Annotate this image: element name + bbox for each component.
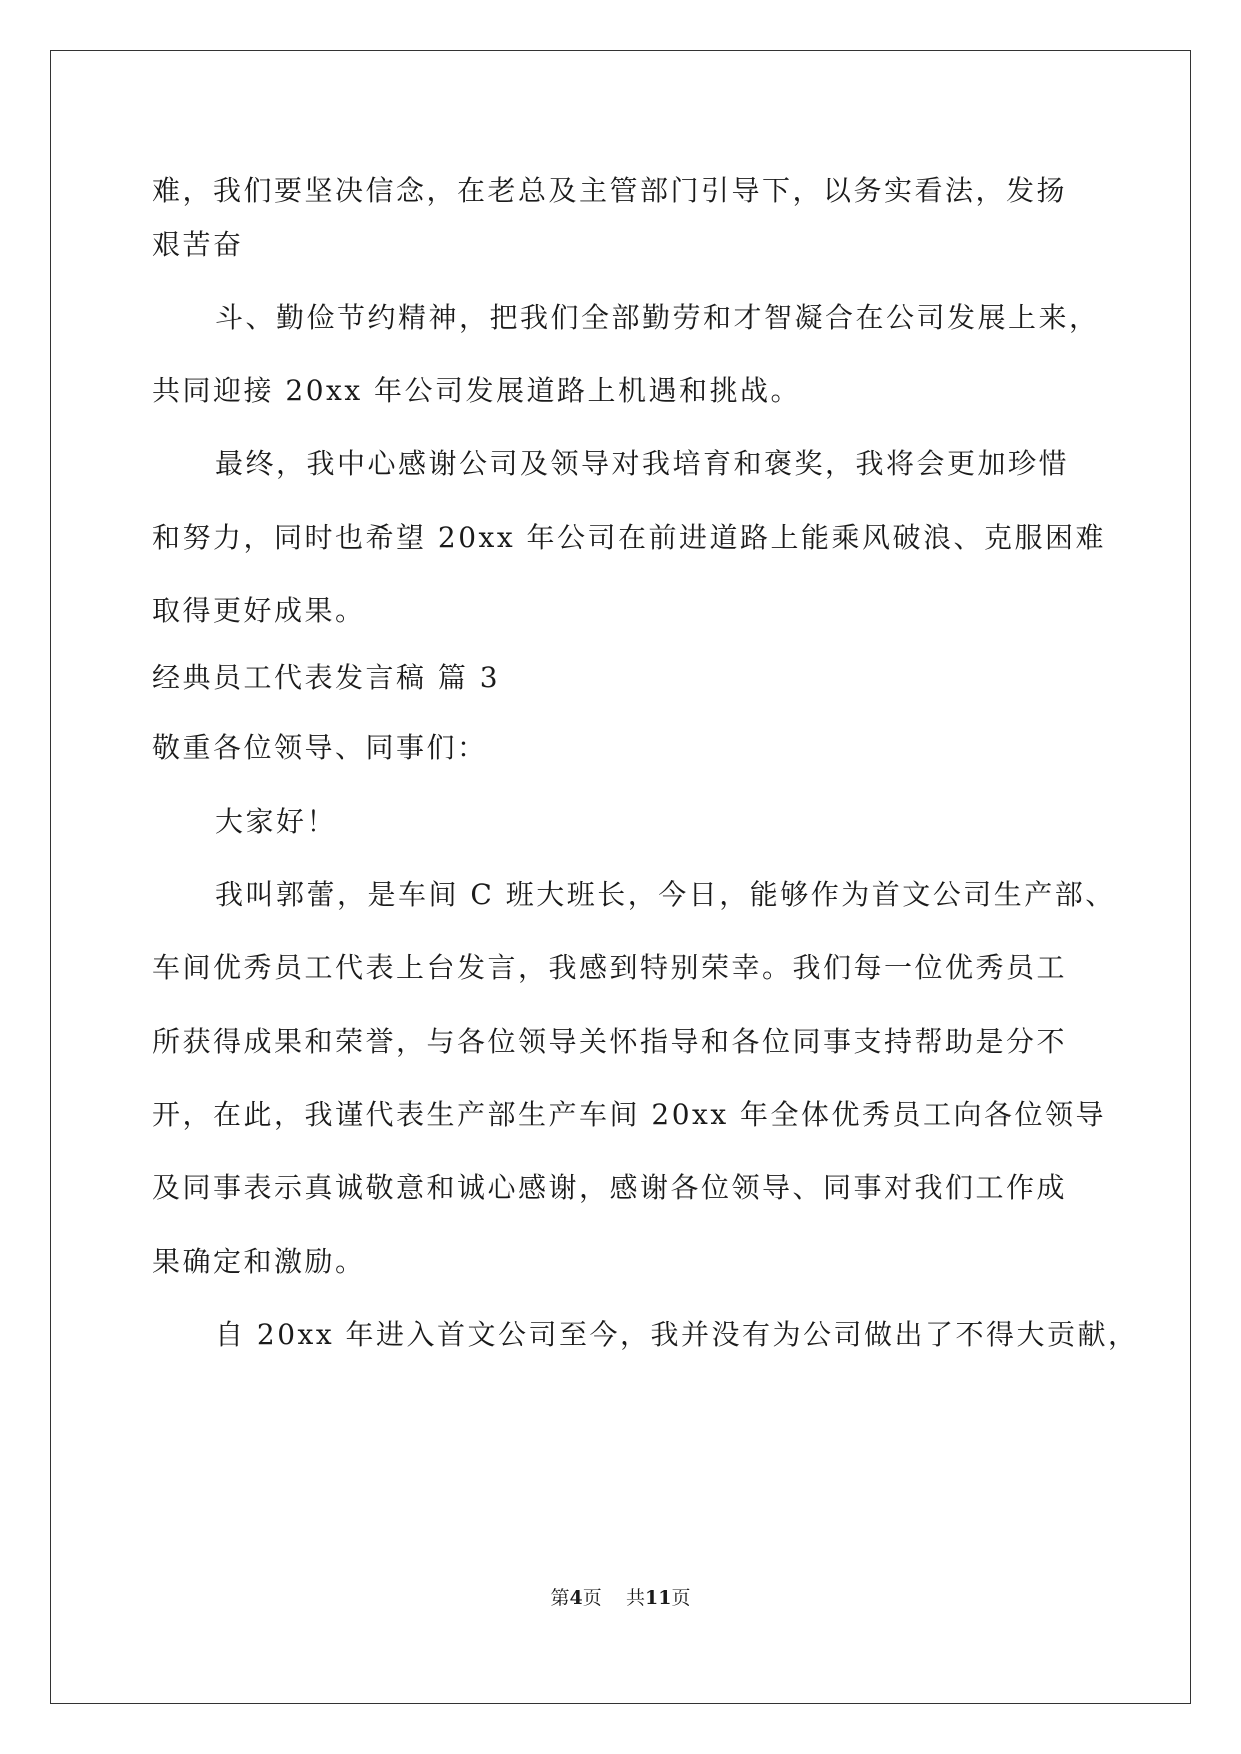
body-line: 我叫郭蕾，是车间 C 班大班长，今日，能够作为首文公司生产部、 xyxy=(215,878,1116,911)
section-heading: 经典员工代表发言稿 篇 3 xyxy=(152,661,501,694)
body-line: 和努力，同时也希望 20xx 年公司在前进道路上能乘风破浪、克服困难 xyxy=(152,521,1107,554)
body-line: 艰苦奋 xyxy=(152,228,244,261)
page-footer xyxy=(0,1584,1241,1612)
body-line: 斗、勤俭节约精神，把我们全部勤劳和才智凝合在公司发展上来， xyxy=(215,301,1100,334)
footer-page-suffix: 页 xyxy=(582,1587,602,1609)
body-line: 取得更好成果。 xyxy=(152,594,366,627)
body-line: 果确定和激励。 xyxy=(152,1245,366,1278)
total-pages-number: 11 xyxy=(644,1587,672,1609)
current-page-number: 4 xyxy=(569,1587,583,1609)
body-line: 难，我们要坚决信念，在老总及主管部门引导下，以务实看法，发扬 xyxy=(152,174,1068,207)
body-line: 共同迎接 20xx 年公司发展道路上机遇和挑战。 xyxy=(152,374,802,407)
greeting: 大家好！ xyxy=(215,805,338,838)
footer-prefix: 第 xyxy=(550,1587,570,1609)
body-line: 最终，我中心感谢公司及领导对我培育和褒奖，我将会更加珍惜 xyxy=(215,447,1070,480)
body-line: 车间优秀员工代表上台发言，我感到特别荣幸。我们每一位优秀员工 xyxy=(152,951,1068,984)
body-line: 开，在此，我谨代表生产部生产车间 20xx 年全体优秀员工向各位领导 xyxy=(152,1098,1107,1131)
footer-total-prefix: 共 xyxy=(625,1587,645,1609)
footer-total-suffix: 页 xyxy=(671,1587,691,1609)
body-line: 所获得成果和荣誉，与各位领导关怀指导和各位同事支持帮助是分不 xyxy=(152,1025,1068,1058)
body-line: 及同事表示真诚敬意和诚心感谢，感谢各位领导、同事对我们工作成 xyxy=(152,1171,1068,1204)
body-line: 自 20xx 年进入首文公司至今，我并没有为公司做出了不得大贡献， xyxy=(215,1318,1139,1351)
salutation: 敬重各位领导、同事们： xyxy=(152,731,488,764)
